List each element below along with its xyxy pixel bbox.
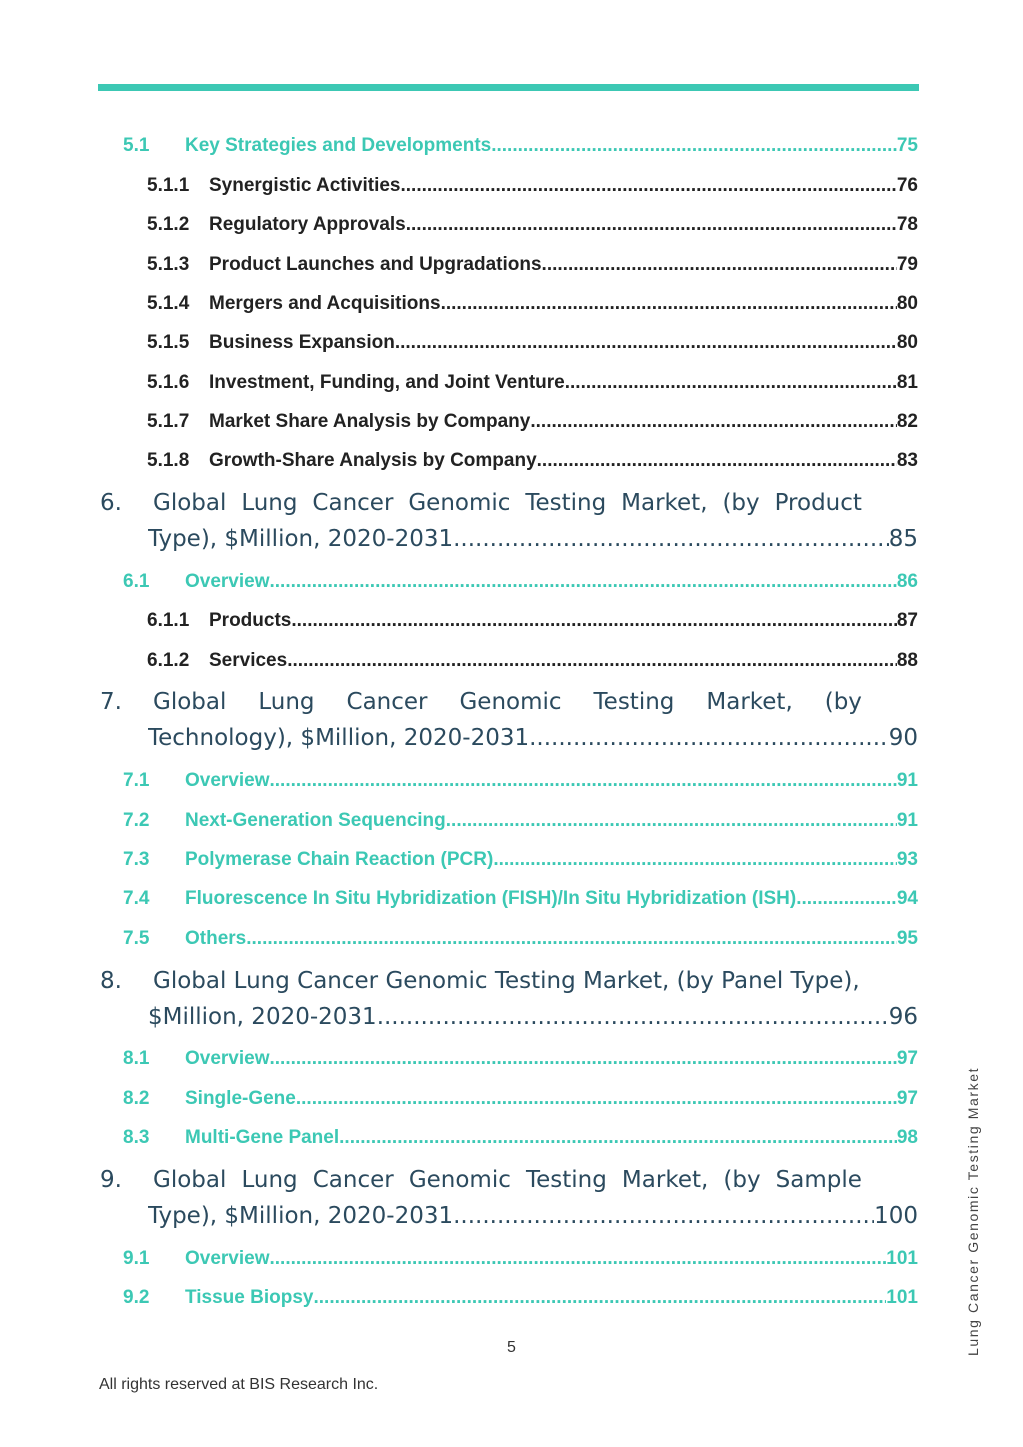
toc-chapter-title-line2: Type), $Million, 2020-2031 [148,1203,454,1229]
toc-leader-dots [406,214,897,236]
toc-entry-title: Polymerase Chain Reaction (PCR) [185,849,494,870]
toc-section-entry[interactable] [123,1048,918,1070]
toc-chapter-title-word: Market, [621,1167,709,1193]
toc-entry-number: 8.1 [123,1048,150,1069]
toc-chapter-title-line2: $Million, 2020-2031 [148,1004,377,1030]
toc-leader-dots [453,526,889,552]
toc-subsection-entry[interactable] [147,293,918,315]
toc-entry-title: Overview [185,1248,270,1269]
toc-page-number: 95 [896,928,918,949]
toc-entry-title: Investment, Funding, and Joint Venture [209,372,565,393]
toc-page-number: 81 [896,372,918,393]
toc-page-number: 83 [896,450,918,471]
toc-entry-title: Others [185,928,247,949]
toc-leader-dots [270,571,897,593]
toc-entry-number: 5.1 [123,135,150,156]
toc-page-number: 75 [896,135,918,156]
toc-chapter-title-word: Global [153,689,227,715]
toc-leader-dots [542,254,897,276]
toc-chapter-title-word: Genomic [408,1167,511,1193]
toc-leader-dots [529,725,889,751]
toc-leader-dots [565,372,897,394]
toc-chapter-heading[interactable] [100,968,862,994]
toc-chapter-title-word: Lung [258,689,315,715]
toc-chapter-title-line1 [153,968,862,994]
toc-entry-number: 5.1.1 [147,175,190,196]
toc-chapter-title-line1 [153,689,862,715]
toc-section-entry[interactable] [123,849,918,871]
toc-chapter-entry[interactable] [148,1203,918,1229]
toc-entry-number: 6.1 [123,571,150,592]
toc-chapter-title-word: (by [824,689,862,715]
toc-page-number: 97 [896,1048,918,1069]
toc-section-entry[interactable] [123,1127,918,1149]
toc-page-number: 80 [896,293,918,314]
toc-page-number: 91 [896,770,918,791]
toc-subsection-entry[interactable] [147,254,918,276]
toc-section-entry[interactable] [123,810,918,832]
toc-section-entry[interactable] [123,928,918,950]
toc-leader-dots [287,650,897,672]
toc-entry-number: 5.1.6 [147,372,190,393]
toc-entry-title: Fluorescence In Situ Hybridization (FISH)/In Situ Hybridization (ISH) [185,888,797,909]
toc-chapter-title-word: Cancer [312,1167,394,1193]
toc-section-entry[interactable] [123,1088,918,1110]
toc-subsection-entry[interactable] [147,372,918,394]
toc-entry-title: Services [209,650,288,671]
toc-subsection-entry[interactable] [147,214,918,236]
toc-chapter-entry[interactable] [148,526,918,552]
toc-chapter-title-line1 [153,490,862,516]
toc-chapter-title-line2: Technology), $Million, 2020-2031 [148,725,530,751]
toc-chapter-title-word: Sample [775,1167,862,1193]
toc-entry-number: 8.3 [123,1127,150,1148]
toc-chapter-title-word: Lung [241,490,298,516]
toc-subsection-entry[interactable] [147,650,918,672]
toc-chapter-title-word: (by [723,1167,761,1193]
toc-page-number: 94 [896,888,918,909]
toc-entry-number: 7.5 [123,928,150,949]
toc-entry-title: Mergers and Acquisitions [209,293,441,314]
toc-page-number: 79 [896,254,918,275]
toc-leader-dots [270,1048,897,1070]
footer-copyright: All rights reserved at BIS Research Inc. [99,1376,379,1393]
toc-entry-title: Business Expansion [209,332,395,353]
toc-entry-title: Overview [185,770,270,791]
toc-chapter-heading[interactable] [100,490,862,516]
toc-entry-number: 9.1 [123,1248,150,1269]
toc-entry-number: 7.1 [123,770,150,791]
toc-entry-number: 5.1.2 [147,214,190,235]
toc-subsection-entry[interactable] [147,175,918,197]
toc-page-number: 87 [896,610,918,631]
toc-section-entry[interactable] [123,770,918,792]
toc-page-number: 100 [874,1203,918,1229]
toc-entry-title: Market Share Analysis by Company [209,411,531,432]
toc-chapter-title-word: Genomic [408,490,511,516]
toc-chapter-title-word: Testing [593,689,675,715]
toc-section-entry[interactable] [123,1248,918,1270]
toc-subsection-entry[interactable] [147,332,918,354]
toc-entry-title: Next-Generation Sequencing [185,810,446,831]
toc-chapter-title-word: Global [153,490,227,516]
toc-section-entry[interactable] [123,135,918,157]
toc-leader-dots [270,770,897,792]
toc-subsection-entry[interactable] [147,450,918,472]
toc-entry-title: Overview [185,571,270,592]
toc-leader-dots [453,1203,874,1229]
toc-leader-dots [270,1248,887,1270]
toc-page-number: 85 [888,526,918,552]
toc-chapter-number: 6. [100,490,122,516]
toc-section-entry[interactable] [123,888,918,910]
toc-chapter-title-word: Lung [241,1167,298,1193]
toc-entry-number: 7.4 [123,888,150,909]
toc-entry-number: 5.1.4 [147,293,190,314]
toc-chapter-title-word: Testing [525,490,607,516]
toc-entry-title: Single-Gene [185,1088,296,1109]
header-rule [98,84,919,91]
toc-leader-dots [530,411,897,433]
toc-chapter-title-word: Cancer [312,490,394,516]
toc-leader-dots [493,849,897,871]
toc-chapter-heading[interactable] [100,1167,862,1193]
toc-chapter-title-word: Market, [706,689,793,715]
toc-chapter-number: 8. [100,968,122,994]
toc-leader-dots [339,1127,897,1149]
toc-section-entry[interactable] [123,1287,918,1309]
toc-leader-dots [491,135,897,157]
toc-leader-dots [377,1004,889,1030]
toc-entry-title: Regulatory Approvals [209,214,406,235]
toc-page-number: 97 [896,1088,918,1109]
toc-subsection-entry[interactable] [147,411,918,433]
toc-entry-title: Overview [185,1048,270,1069]
toc-leader-dots [441,293,897,315]
toc-leader-dots [246,928,897,950]
toc-entry-number: 6.1.2 [147,650,190,671]
toc-entry-number: 7.2 [123,810,150,831]
toc-chapter-title-word: Global [153,1167,227,1193]
toc-leader-dots [296,1088,897,1110]
toc-chapter-heading[interactable] [100,689,862,715]
toc-section-entry[interactable] [123,571,918,593]
toc-entry-number: 5.1.5 [147,332,190,353]
toc-page-number: 88 [896,650,918,671]
toc-leader-dots [796,888,897,910]
toc-entry-number: 5.1.7 [147,411,190,432]
toc-subsection-entry[interactable] [147,610,918,632]
toc-page-number: 98 [896,1127,918,1148]
toc-entry-number: 5.1.8 [147,450,190,471]
page-number: 5 [507,1339,516,1356]
toc-entry-number: 5.1.3 [147,254,190,275]
toc-entry-number: 9.2 [123,1287,150,1308]
toc-chapter-title-word: Testing [525,1167,607,1193]
toc-page-number: 96 [888,1004,918,1030]
toc-page-number: 91 [896,810,918,831]
toc-chapter-entry[interactable] [148,725,918,751]
toc-chapter-title-word: Market, [621,490,708,516]
toc-entry-title: Product Launches and Upgradations [209,254,542,275]
toc-chapter-title-line1 [153,1167,862,1193]
toc-chapter-title-word: Global Lung Cancer Genomic Testing Market, (by Panel Type), [153,968,860,994]
toc-page-number: 86 [896,571,918,592]
toc-chapter-title-word: Product [774,490,862,516]
toc-leader-dots [291,610,897,632]
toc-page-number: 93 [896,849,918,870]
toc-page-number: 101 [886,1287,918,1308]
toc-entry-number: 8.2 [123,1088,150,1109]
toc-entry-title: Growth-Share Analysis by Company [209,450,537,471]
toc-chapter-number: 7. [100,689,122,715]
toc-chapter-title-word: (by [722,490,760,516]
toc-chapter-entry[interactable] [148,1004,918,1030]
toc-page-number: 90 [888,725,918,751]
toc-entry-number: 6.1.1 [147,610,190,631]
toc-entry-number: 7.3 [123,849,150,870]
toc-entry-title: Tissue Biopsy [185,1287,314,1308]
toc-leader-dots [313,1287,886,1309]
toc-chapter-title-word: Cancer [346,689,428,715]
toc-entry-title: Synergistic Activities [209,175,401,196]
toc-leader-dots [446,810,897,832]
toc-chapter-number: 9. [100,1167,122,1193]
toc-leader-dots [400,175,896,197]
toc-entry-title: Key Strategies and Developments [185,135,492,156]
side-label: Lung Cancer Genomic Testing Market [965,1066,981,1356]
toc-leader-dots [537,450,897,472]
toc-entry-title: Products [209,610,292,631]
toc-chapter-title-word: Genomic [459,689,562,715]
toc-chapter-title-line2: Type), $Million, 2020-2031 [148,526,454,552]
toc-entry-title: Multi-Gene Panel [185,1127,340,1148]
toc-page-number: 78 [896,214,918,235]
toc-page-number: 76 [896,175,918,196]
toc-page-number: 101 [886,1248,918,1269]
toc-page-number: 82 [896,411,918,432]
toc-page-number: 80 [896,332,918,353]
toc-leader-dots [395,332,897,354]
